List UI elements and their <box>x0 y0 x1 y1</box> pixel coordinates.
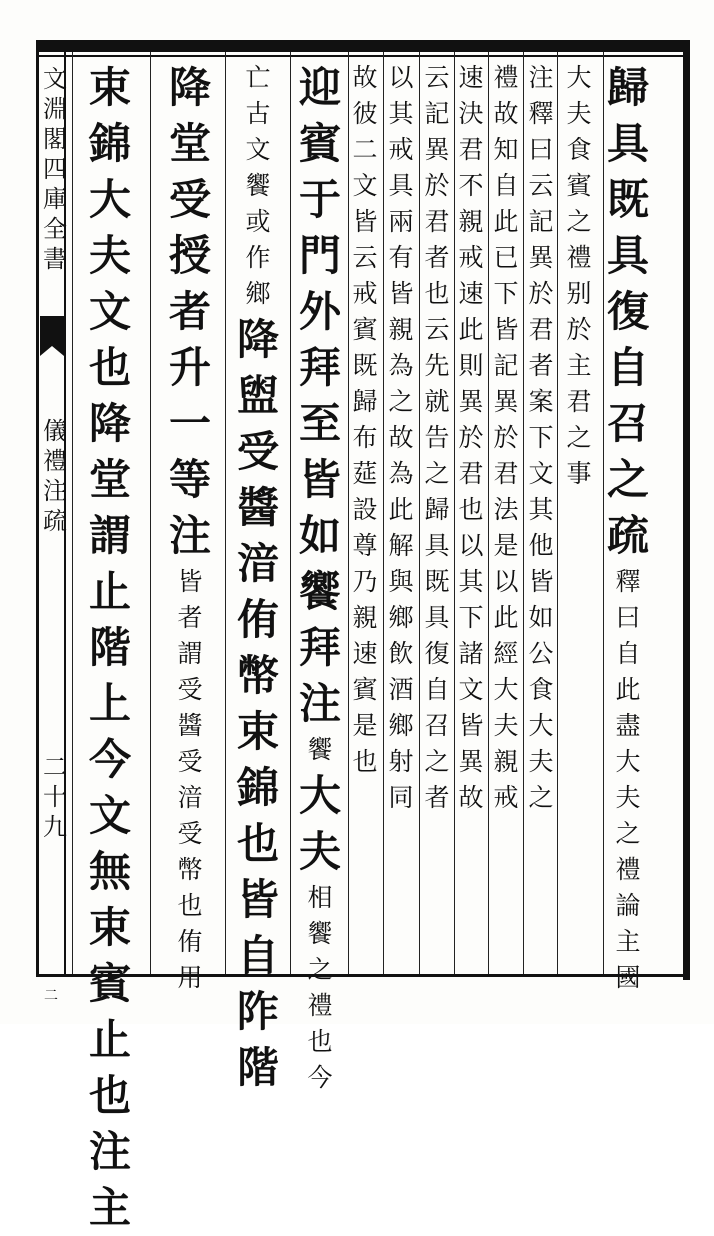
book-title-char: 禮 <box>43 447 67 475</box>
commentary-char: 此 <box>388 495 414 524</box>
commentary-char: 異 <box>424 135 450 164</box>
commentary-char: 同 <box>388 783 414 812</box>
commentary-char: 有 <box>388 243 414 272</box>
commentary-char: 公 <box>528 639 554 668</box>
commentary-char: 彼 <box>352 99 378 128</box>
commentary-char: 事 <box>566 459 592 488</box>
commentary-char: 者 <box>528 351 554 380</box>
bottom-mark: 二 <box>44 988 58 1004</box>
text-column <box>229 60 287 1096</box>
main-text-char: 堂 <box>168 119 211 168</box>
main-text-char: 降 <box>236 315 279 364</box>
commentary-char: 之 <box>615 819 641 848</box>
header-left-char: 庫 <box>43 185 67 213</box>
main-text-char: 降 <box>168 63 211 112</box>
commentary-char: 别 <box>566 279 592 308</box>
main-text-char: 之 <box>606 455 649 504</box>
main-text-char: 侑 <box>236 595 279 644</box>
commentary-char: 先 <box>424 351 450 380</box>
text-column <box>291 60 349 1096</box>
commentary-char: 戒 <box>493 783 519 812</box>
commentary-char: 鄉 <box>388 711 414 740</box>
commentary-char: 於 <box>566 315 592 344</box>
commentary-char: 大 <box>493 675 519 704</box>
commentary-char: 或 <box>245 207 271 236</box>
commentary-char: 酒 <box>388 675 414 704</box>
commentary-char: 文 <box>245 135 271 164</box>
commentary-char: 就 <box>424 387 450 416</box>
commentary-char: 飲 <box>388 639 414 668</box>
header-left-char: 四 <box>43 155 67 183</box>
page-number-char: 十 <box>43 783 67 811</box>
page-number <box>40 752 70 842</box>
main-text-char: 召 <box>606 399 649 448</box>
commentary-char: 速 <box>458 279 484 308</box>
commentary-char: 異 <box>528 243 554 272</box>
commentary-char: 今 <box>307 1063 333 1092</box>
commentary-char: 此 <box>615 675 641 704</box>
main-text-char: 錦 <box>88 119 131 168</box>
commentary-char: 記 <box>424 99 450 128</box>
commentary-char: 二 <box>352 135 378 164</box>
commentary-char: 親 <box>458 207 484 236</box>
commentary-char: 湆 <box>177 783 203 812</box>
commentary-char: 禮 <box>566 243 592 272</box>
commentary-char: 其 <box>528 495 554 524</box>
book-title-char: 儀 <box>43 417 67 445</box>
main-text-char: 夫 <box>298 827 341 876</box>
commentary-char: 速 <box>458 63 484 92</box>
main-text-char: 賓 <box>298 119 341 168</box>
commentary-char: 下 <box>528 423 554 452</box>
commentary-char: 自 <box>615 639 641 668</box>
commentary-char: 尊 <box>352 531 378 560</box>
page-frame-right <box>683 40 690 980</box>
commentary-char: 戒 <box>458 243 484 272</box>
commentary-char: 夫 <box>566 99 592 128</box>
commentary-char: 乃 <box>352 567 378 596</box>
commentary-char: 君 <box>458 459 484 488</box>
commentary-char: 亡 <box>245 63 271 92</box>
fish-tail-mark <box>40 316 64 346</box>
commentary-char: 設 <box>352 495 378 524</box>
commentary-char: 自 <box>424 675 450 704</box>
commentary-char: 於 <box>458 423 484 452</box>
commentary-char: 兩 <box>388 207 414 236</box>
commentary-char: 皆 <box>493 315 519 344</box>
commentary-char: 之 <box>528 783 554 812</box>
commentary-char: 作 <box>245 243 271 272</box>
commentary-char: 大 <box>528 711 554 740</box>
main-text-char: 于 <box>298 175 341 224</box>
commentary-char: 故 <box>388 423 414 452</box>
main-text-char: 至 <box>298 399 341 448</box>
commentary-char: 歸 <box>424 495 450 524</box>
commentary-char: 夫 <box>493 711 519 740</box>
text-column <box>161 60 219 996</box>
commentary-char: 食 <box>566 135 592 164</box>
main-text-char: 受 <box>168 175 211 224</box>
commentary-char: 親 <box>388 315 414 344</box>
commentary-char: 禮 <box>307 991 333 1020</box>
main-text-char: 上 <box>88 679 131 728</box>
column-divider <box>150 52 151 974</box>
commentary-char: 已 <box>493 243 519 272</box>
main-text-char: 復 <box>606 287 649 336</box>
main-text-char: 階 <box>236 1043 279 1092</box>
commentary-char: 君 <box>458 135 484 164</box>
commentary-char: 召 <box>424 711 450 740</box>
commentary-char: 皆 <box>458 711 484 740</box>
commentary-char: 法 <box>493 495 519 524</box>
main-text-char: 止 <box>88 567 131 616</box>
header-left-char: 全 <box>43 215 67 243</box>
main-text-char: 皆 <box>236 875 279 924</box>
commentary-char: 之 <box>424 459 450 488</box>
commentary-char: 者 <box>424 783 450 812</box>
commentary-char: 此 <box>493 603 519 632</box>
main-text-char: 也 <box>88 1071 131 1120</box>
commentary-char: 釋 <box>615 567 641 596</box>
commentary-char: 食 <box>528 675 554 704</box>
commentary-char: 不 <box>458 171 484 200</box>
commentary-char: 此 <box>458 315 484 344</box>
main-text-char: 拜 <box>298 623 341 672</box>
main-text-char: 今 <box>88 735 131 784</box>
commentary-char: 皆 <box>177 567 203 596</box>
commentary-char: 皆 <box>388 279 414 308</box>
main-text-char: 注 <box>168 511 211 560</box>
commentary-char: 諸 <box>458 639 484 668</box>
commentary-char: 也 <box>352 747 378 776</box>
commentary-char: 禮 <box>615 855 641 884</box>
commentary-char: 君 <box>566 387 592 416</box>
commentary-char: 曰 <box>528 135 554 164</box>
commentary-char: 自 <box>493 171 519 200</box>
commentary-char: 此 <box>493 207 519 236</box>
commentary-char: 國 <box>615 963 641 992</box>
main-text-char: 具 <box>606 119 649 168</box>
main-text-char: 者 <box>168 287 211 336</box>
main-text-char: 歸 <box>606 63 649 112</box>
commentary-char: 其 <box>388 99 414 128</box>
commentary-char: 賓 <box>566 171 592 200</box>
main-text-char: 文 <box>88 287 131 336</box>
main-text-char: 門 <box>298 231 341 280</box>
column-divider <box>72 52 73 974</box>
main-text-char: 注 <box>88 1127 131 1176</box>
commentary-char: 禮 <box>493 63 519 92</box>
commentary-char: 主 <box>566 351 592 380</box>
main-text-char: 如 <box>298 511 341 560</box>
commentary-char: 記 <box>493 351 519 380</box>
commentary-char: 君 <box>528 315 554 344</box>
commentary-char: 也 <box>424 279 450 308</box>
main-text-char: 也 <box>88 343 131 392</box>
commentary-char: 與 <box>388 567 414 596</box>
main-text-char: 盥 <box>236 371 279 420</box>
commentary-char: 故 <box>458 783 484 812</box>
commentary-char: 下 <box>493 279 519 308</box>
commentary-char: 醬 <box>177 711 203 740</box>
main-text-char: 大 <box>88 175 131 224</box>
commentary-char: 謂 <box>177 639 203 668</box>
main-text-char: 主 <box>88 1183 131 1232</box>
commentary-char: 於 <box>528 279 554 308</box>
commentary-char: 之 <box>307 955 333 984</box>
main-text-char: 束 <box>236 707 279 756</box>
commentary-char: 具 <box>424 603 450 632</box>
main-text-char: 注 <box>298 679 341 728</box>
commentary-char: 主 <box>615 927 641 956</box>
commentary-char: 他 <box>528 531 554 560</box>
commentary-char: 如 <box>528 603 554 632</box>
main-text-char: 湆 <box>236 539 279 588</box>
main-text-char: 幣 <box>236 651 279 700</box>
main-text-char: 一 <box>168 399 211 448</box>
commentary-char: 戒 <box>388 135 414 164</box>
commentary-char: 侑 <box>177 927 203 956</box>
main-text-char: 受 <box>236 427 279 476</box>
commentary-char: 是 <box>352 711 378 740</box>
page-number-char: 二 <box>43 753 67 781</box>
main-text-char: 堂 <box>88 455 131 504</box>
commentary-char: 皆 <box>352 207 378 236</box>
commentary-char: 用 <box>177 963 203 992</box>
commentary-char: 下 <box>458 603 484 632</box>
commentary-char: 大 <box>566 63 592 92</box>
commentary-char: 饗 <box>307 735 333 764</box>
main-text-char: 皆 <box>298 455 341 504</box>
commentary-char: 速 <box>352 639 378 668</box>
commentary-char: 饗 <box>307 919 333 948</box>
main-text-char: 束 <box>88 903 131 952</box>
commentary-char: 相 <box>307 883 333 912</box>
commentary-char: 云 <box>424 315 450 344</box>
main-text-char: 授 <box>168 231 211 280</box>
commentary-char: 親 <box>493 747 519 776</box>
main-text-char: 疏 <box>606 511 649 560</box>
commentary-char: 鄉 <box>245 279 271 308</box>
commentary-char: 云 <box>352 243 378 272</box>
commentary-char: 於 <box>493 423 519 452</box>
book-title-char: 疏 <box>43 507 67 535</box>
commentary-char: 決 <box>458 99 484 128</box>
commentary-char: 故 <box>352 63 378 92</box>
main-text-char: 大 <box>298 771 341 820</box>
commentary-char: 注 <box>528 63 554 92</box>
commentary-char: 之 <box>566 207 592 236</box>
main-text-char: 醬 <box>236 483 279 532</box>
commentary-char: 經 <box>493 639 519 668</box>
commentary-char: 是 <box>493 531 519 560</box>
commentary-char: 歸 <box>352 387 378 416</box>
main-text-char: 外 <box>298 287 341 336</box>
commentary-char: 以 <box>388 63 414 92</box>
main-text-char: 具 <box>606 231 649 280</box>
main-text-char: 阼 <box>236 987 279 1036</box>
commentary-char: 夫 <box>528 747 554 776</box>
commentary-char: 云 <box>528 171 554 200</box>
main-text-char: 既 <box>606 175 649 224</box>
commentary-char: 皆 <box>528 567 554 596</box>
commentary-char: 曰 <box>615 603 641 632</box>
commentary-char: 復 <box>424 639 450 668</box>
commentary-char: 受 <box>177 747 203 776</box>
main-text-char: 拜 <box>298 343 341 392</box>
commentary-char: 記 <box>528 207 554 236</box>
commentary-char: 賓 <box>352 675 378 704</box>
page-frame-top-inner <box>38 55 688 57</box>
column-divider <box>225 52 226 974</box>
commentary-char: 云 <box>424 63 450 92</box>
page-number-char: 九 <box>43 813 67 841</box>
main-text-char: 夫 <box>88 231 131 280</box>
commentary-char: 君 <box>493 459 519 488</box>
header-left-char: 閣 <box>43 125 67 153</box>
commentary-char: 盡 <box>615 711 641 740</box>
commentary-char: 戒 <box>352 279 378 308</box>
main-text-char: 也 <box>236 819 279 868</box>
main-text-char: 等 <box>168 455 211 504</box>
commentary-char: 其 <box>458 567 484 596</box>
commentary-char: 莚 <box>352 459 378 488</box>
commentary-char: 釋 <box>528 99 554 128</box>
commentary-char: 布 <box>352 423 378 452</box>
commentary-char: 之 <box>424 747 450 776</box>
main-text-char: 降 <box>88 399 131 448</box>
commentary-char: 文 <box>458 675 484 704</box>
commentary-char: 夫 <box>615 783 641 812</box>
commentary-char: 也 <box>458 495 484 524</box>
commentary-char: 受 <box>177 819 203 848</box>
commentary-char: 饗 <box>245 171 271 200</box>
main-text-char: 錦 <box>236 763 279 812</box>
header-left-char: 書 <box>43 245 67 273</box>
page-frame-left <box>36 40 39 977</box>
text-column <box>81 60 139 1236</box>
commentary-char: 受 <box>177 675 203 704</box>
commentary-char: 射 <box>388 747 414 776</box>
commentary-char: 為 <box>388 459 414 488</box>
page-frame-top <box>38 40 688 52</box>
commentary-char: 大 <box>615 747 641 776</box>
commentary-char: 文 <box>352 171 378 200</box>
commentary-char: 者 <box>424 243 450 272</box>
commentary-char: 於 <box>424 171 450 200</box>
header-left-char: 文 <box>43 65 67 93</box>
commentary-char: 為 <box>388 351 414 380</box>
commentary-char: 賓 <box>352 315 378 344</box>
commentary-char: 論 <box>615 891 641 920</box>
commentary-char: 者 <box>177 603 203 632</box>
commentary-char: 故 <box>493 99 519 128</box>
main-text-char: 自 <box>236 931 279 980</box>
header-left-text <box>40 64 70 274</box>
book-title-char: 注 <box>43 477 67 505</box>
main-text-char: 止 <box>88 1015 131 1064</box>
commentary-char: 知 <box>493 135 519 164</box>
commentary-char: 異 <box>458 747 484 776</box>
commentary-char: 解 <box>388 531 414 560</box>
commentary-char: 之 <box>388 387 414 416</box>
commentary-char: 文 <box>528 459 554 488</box>
main-text-char: 階 <box>88 623 131 672</box>
commentary-char: 案 <box>528 387 554 416</box>
commentary-char: 古 <box>245 99 271 128</box>
main-text-char: 自 <box>606 343 649 392</box>
main-text-char: 束 <box>88 63 131 112</box>
main-text-char: 文 <box>88 791 131 840</box>
main-text-char: 無 <box>88 847 131 896</box>
main-text-char: 迎 <box>298 63 341 112</box>
commentary-char: 也 <box>177 891 203 920</box>
commentary-char: 異 <box>458 387 484 416</box>
commentary-char: 具 <box>424 531 450 560</box>
commentary-char: 則 <box>458 351 484 380</box>
commentary-char: 異 <box>493 387 519 416</box>
main-text-char: 升 <box>168 343 211 392</box>
book-title <box>40 416 70 536</box>
commentary-char: 告 <box>424 423 450 452</box>
commentary-char: 君 <box>424 207 450 236</box>
commentary-char: 既 <box>424 567 450 596</box>
header-left-char: 淵 <box>43 95 67 123</box>
main-text-char: 賓 <box>88 959 131 1008</box>
commentary-char: 之 <box>566 423 592 452</box>
main-text-char: 饗 <box>298 567 341 616</box>
commentary-char: 鄉 <box>388 603 414 632</box>
main-text-char: 謂 <box>88 511 131 560</box>
commentary-char: 幣 <box>177 855 203 884</box>
commentary-char: 具 <box>388 171 414 200</box>
commentary-char: 以 <box>458 531 484 560</box>
commentary-char: 以 <box>493 567 519 596</box>
commentary-char: 親 <box>352 603 378 632</box>
commentary-char: 也 <box>307 1027 333 1056</box>
commentary-char: 既 <box>352 351 378 380</box>
